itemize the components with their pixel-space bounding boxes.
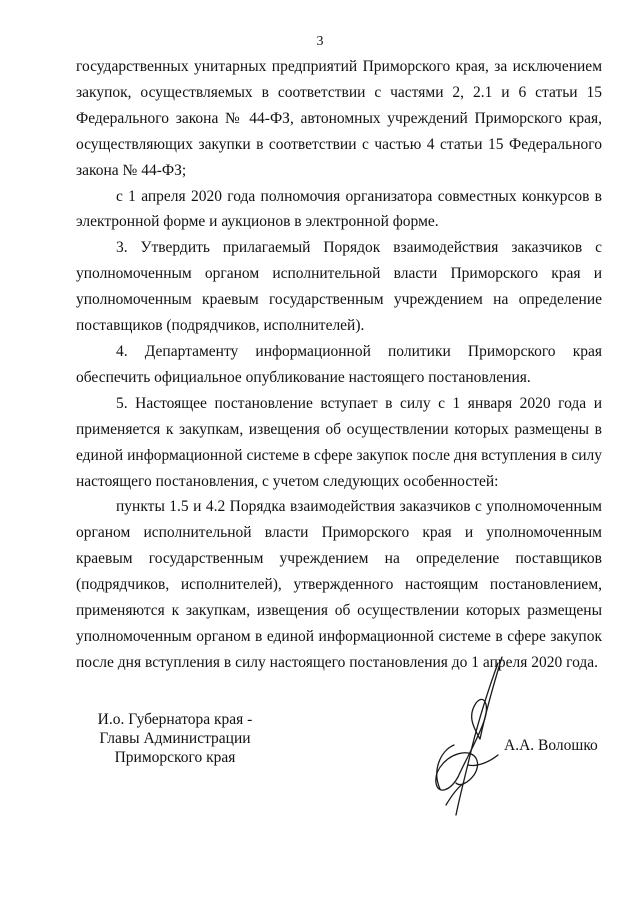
paragraph-item-5: 5. Настоящее постановление вступает в силу с 1 января 2020 года и применяется к закупкам, извещения об осуществлении которых размещены в единой информационной системе в сфере закупок после дня вступления в силу настоящего постановления, с учетом следующих особенностей: xyxy=(76,394,602,490)
signatory-name: А.А. Волошко xyxy=(504,737,598,754)
paragraph-item-3: 3. Утвердить прилагаемый Порядок взаимодействия заказчиков с уполномоченным органом исполнительной власти Приморского края и уполномоченным краевым государственным учреждением на определение поставщиков (подрядчиков, исполнителей). xyxy=(76,239,602,335)
paragraph-april-powers: с 1 апреля 2020 года полномочия организатора совместных конкурсов в электронной форме и аукционов в электронной форме. xyxy=(76,187,602,231)
signatory-title-line: И.о. Губернатора края - xyxy=(97,711,253,728)
document-body xyxy=(76,54,602,676)
paragraph-continuation: государственных унитарных предприятий Приморского края, за исключением закупок, осуществляемых в соответствии с частями 2, 2.1 и 6 статьи 15 Федерального закона № 44-ФЗ, автономных учреждений Приморского края, осуществляющих закупки в соответствии с частью 4 статьи 15 Федерального закона № 44-ФЗ; xyxy=(76,58,602,179)
signatory-title-line: Приморского края xyxy=(114,749,236,766)
paragraph-item-5-specifics: пункты 1.5 и 4.2 Порядка взаимодействия заказчиков с уполномоченным органом исполнительной власти Приморского края и уполномоченным краевым государственным учреждением на определение поставщиков (подрядчиков, исполнителей), утвержденного настоящим постановлением, применяются к закупкам, извещения об осуществлении которых размещены уполномоченным органом в единой информационной системе в сфере закупок после дня вступления в силу настоящего постановления до 1 апреля 2020 года. xyxy=(76,498,602,671)
paragraph-item-4: 4. Департаменту информационной политики Приморского края обеспечить официальное опубликование настоящего постановления. xyxy=(76,342,602,386)
page-number: 3 xyxy=(316,34,324,49)
signatory-title-line: Главы Администрации xyxy=(99,730,251,747)
signatory-title xyxy=(60,710,290,767)
